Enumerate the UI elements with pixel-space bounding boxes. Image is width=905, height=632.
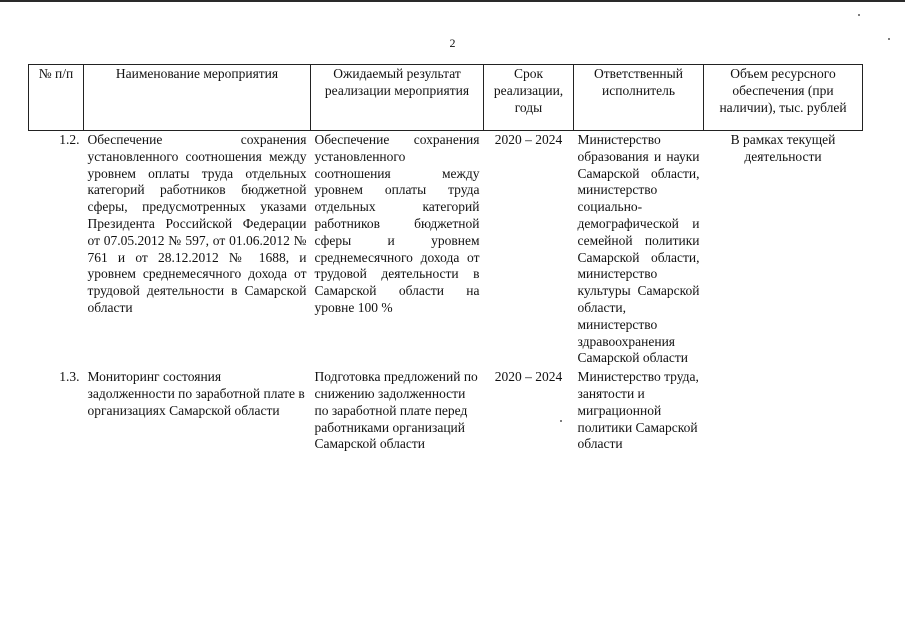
row-resources: [704, 368, 863, 453]
row-period: 2020 – 2024: [494, 132, 563, 147]
header-name: Наименование мероприятия: [84, 65, 311, 131]
page-number: 2: [449, 36, 456, 50]
scan-top-edge: [0, 0, 905, 2]
row-name: Обеспечение сохранения установленного соотношения между уровнем оплаты труда отдельных категорий работников бюджетной сферы, предусмотренных указами Президента Российской Федерации от 07.05.2012 № 597, от 01.06.2012 № 761 и от 28.12.2012 № 1688, и уровнем среднемесячного дохода от трудовой деятельности в Самарской области: [87, 132, 307, 315]
row-result: Обеспечение сохранения установленного соотношения между уровнем оплаты труда отдельных категорий работников бюджетной сферы и уровнем среднемесячного дохода от трудовой деятельности в Самарской области на уровне 100 %: [314, 132, 480, 315]
table-row: [29, 131, 863, 369]
table-header-row: [29, 65, 863, 131]
row-result: Подготовка предложений по снижению задолженности по заработной плате перед работниками организаций Самарской области: [314, 369, 478, 452]
header-resources: Объем ресурсного обеспечения (при наличии), тыс. рублей: [704, 65, 863, 131]
header-result: Ожидаемый результат реализации мероприятия: [311, 65, 484, 131]
header-period: Срок реализации, годы: [484, 65, 574, 131]
table-row: [29, 368, 863, 453]
row-number: 1.3.: [59, 369, 80, 385]
measures-table: [28, 64, 863, 453]
row-period: 2020 – 2024: [494, 369, 563, 385]
row-name: Мониторинг состояния задолженности по заработной плате в организациях Самарской области: [87, 369, 305, 418]
row-number: 1.2.: [59, 132, 80, 147]
row-executor: Министерство образования и науки Самарской области, министерство социально-демографической и семейной политики Самарской области, министерство культуры Самарской области, министерство здравоохранения Самарской области: [577, 132, 700, 366]
header-executor: Ответственный исполнитель: [574, 65, 704, 131]
header-number: № п/п: [29, 65, 84, 131]
scan-speck: [858, 14, 860, 16]
row-executor: Министерство труда, занятости и миграционной политики Самарской области: [577, 369, 699, 452]
row-resources: В рамках текущей деятельности: [730, 132, 836, 164]
